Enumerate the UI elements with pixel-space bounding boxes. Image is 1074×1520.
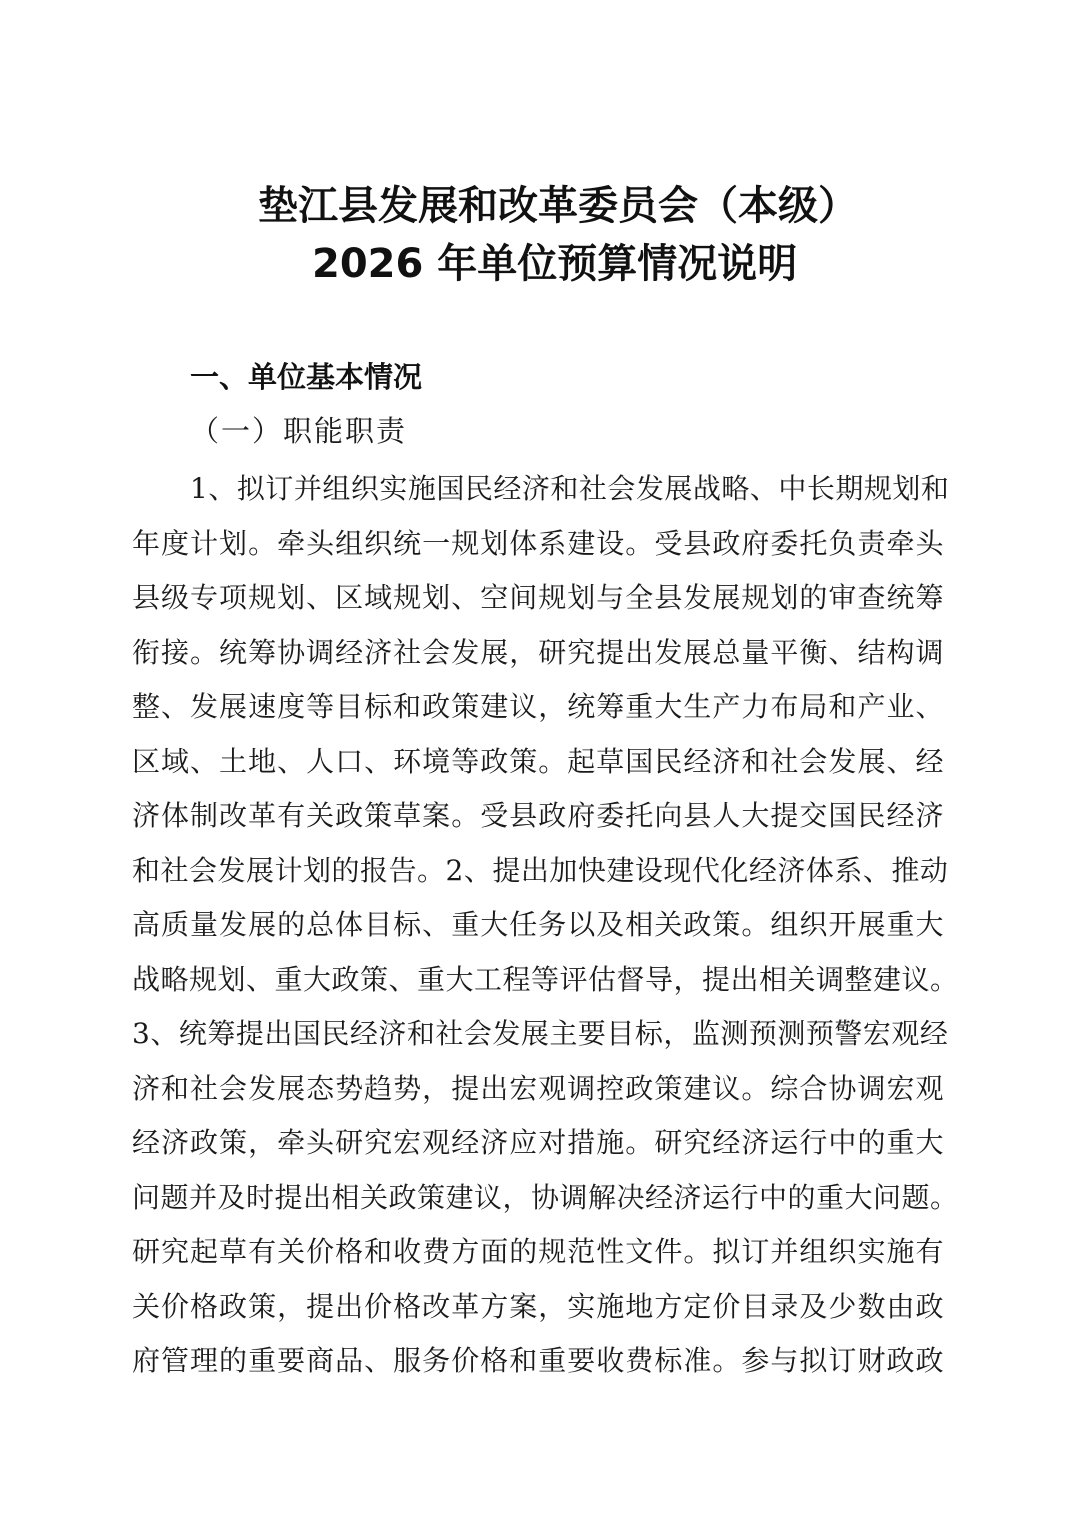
paragraph-line: 和社会发展计划的报告。2、提出加快建设现代化经济体系、推动 xyxy=(132,853,949,887)
title-line-2: 2026 年单位预算情况说明 xyxy=(312,241,798,287)
paragraph-line: 问题并及时提出相关政策建议，协调解决经济运行中的重大问题。 xyxy=(132,1180,959,1214)
body-paragraph xyxy=(132,462,959,1389)
paragraph-line: 战略规划、重大政策、重大工程等评估督导，提出相关调整建议。 xyxy=(132,962,959,996)
paragraph-line: 府管理的重要商品、服务价格和重要收费标准。参与拟订财政政 xyxy=(132,1344,944,1377)
paragraph-line: 1、拟订并组织实施国民经济和社会发展战略、中长期规划和 xyxy=(190,472,950,505)
paragraph-line: 关价格政策，提出价格改革方案，实施地方定价目录及少数由政 xyxy=(132,1289,944,1323)
title-line-1: 垫江县发展和改革委员会（本级） xyxy=(258,183,858,229)
paragraph-line: 济和社会发展态势趋势，提出宏观调控政策建议。综合协调宏观 xyxy=(132,1071,944,1105)
section-heading-basic-info: 一、单位基本情况 xyxy=(190,360,423,394)
paragraph-line: 县级专项规划、区域规划、空间规划与全县发展规划的审查统筹 xyxy=(132,581,944,614)
subsection-heading-duties: （一）职能职责 xyxy=(190,414,408,448)
paragraph-line: 整、发展速度等目标和政策建议，统筹重大生产力布局和产业、 xyxy=(132,690,944,723)
paragraph-line: 衔接。统筹协调经济社会发展，研究提出发展总量平衡、结构调 xyxy=(132,635,944,669)
paragraph-line: 年度计划。牵头组织统一规划体系建设。受县政府委托负责牵头 xyxy=(132,526,944,560)
paragraph-line: 研究起草有关价格和收费方面的规范性文件。拟订并组织实施有 xyxy=(132,1235,944,1268)
paragraph-line: 区域、土地、人口、环境等政策。起草国民经济和社会发展、经 xyxy=(132,744,944,778)
paragraph-line: 济体制改革有关政策草案。受县政府委托向县人大提交国民经济 xyxy=(132,799,944,832)
paragraph-line: 3、统筹提出国民经济和社会发展主要目标，监测预测预警宏观经 xyxy=(132,1017,949,1050)
paragraph-line: 高质量发展的总体目标、重大任务以及相关政策。组织开展重大 xyxy=(132,908,944,941)
paragraph-line: 经济政策，牵头研究宏观经济应对措施。研究经济运行中的重大 xyxy=(132,1126,944,1159)
